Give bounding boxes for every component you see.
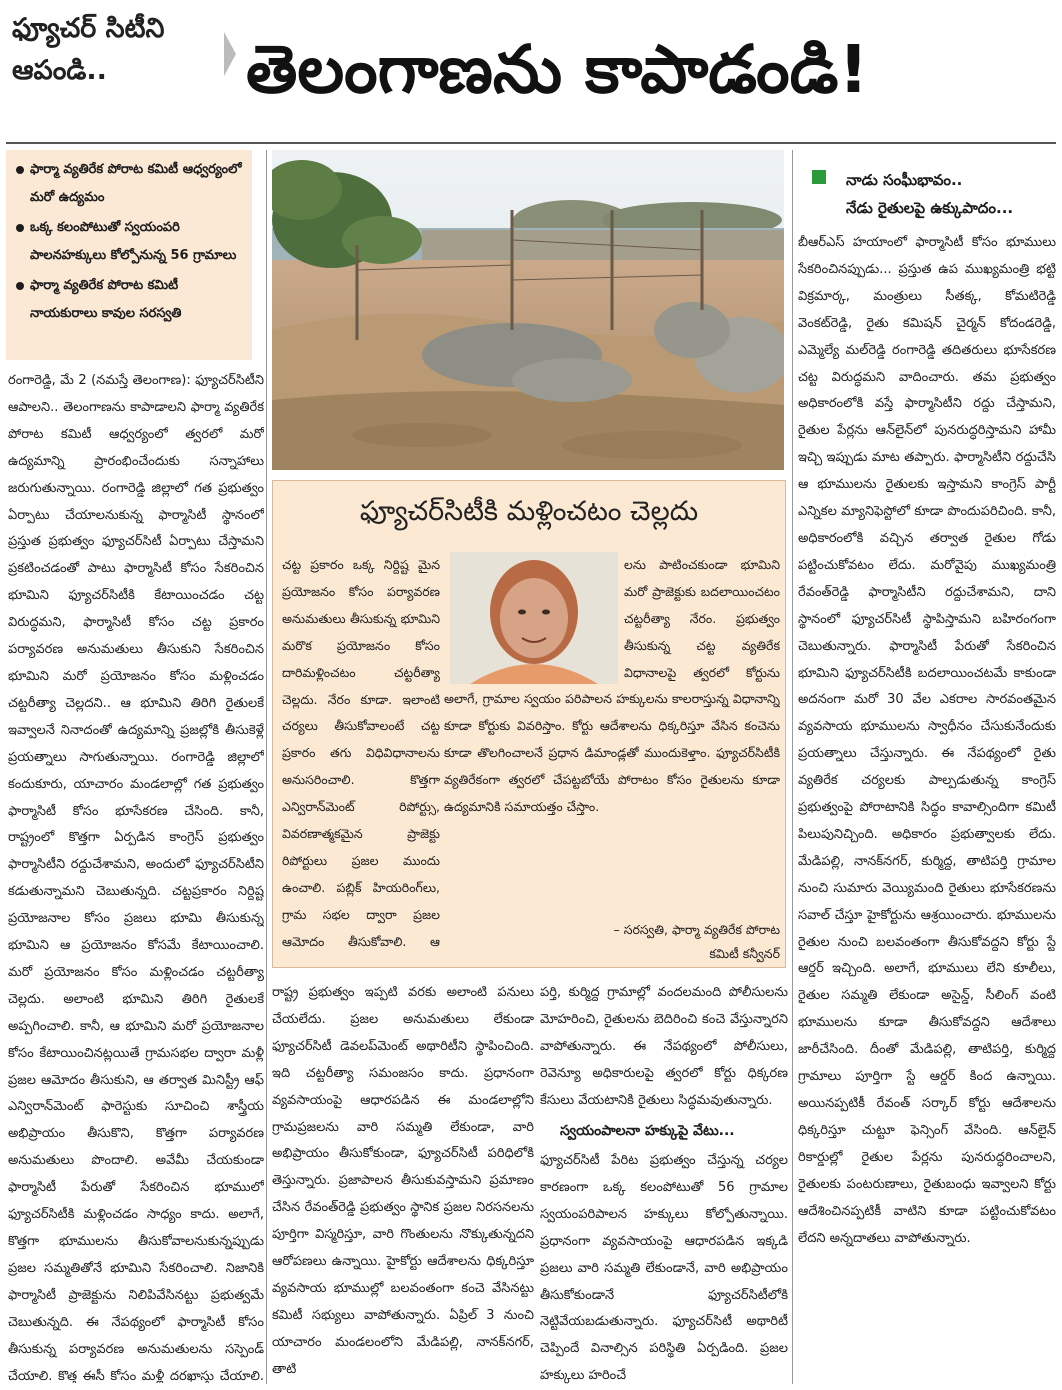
column-rule [792,150,793,1384]
square-bullet-icon [812,170,826,184]
quote-signature [444,918,780,966]
quote-box-right-text: లను పాటించకుండా భూమిని మరో ప్రాజెక్టుకు బదలాయించటం చట్టరీత్యా నేరం. ప్రభుత్వం తీసుకున్న చట్ట వ్యతిరేక విధానాలపై త్వరలో కోర్టును [624,557,780,680]
news-photo [272,150,784,470]
article-column-2: రాష్ట్ర ప్రభుత్వం ఇప్పటి వరకు అలాంటి పనులు చేయలేదు. ప్రజల అనుమతులు లేకుండా ఫ్యూచర్‌సిటీ డెవలప్‌మెంట్ అథారిటీని స్థాపించింది. ఇది చట్టరీత్యా సమంజసం కాదు. ప్రధానంగా వ్యవసాయంపై ఆధారపడిన ఈ మండలాల్లోని గ్రామప్రజలను వారి సమ్మతి లేకుండా, వారి అభిప్రాయం తీసుకోకుండా, ఫ్యూచర్‌సిటీ పరిధిలోకి తెస్తున్నారు. ప్రజాపాలన తీసుకువస్తామని ప్రమాణం చేసిన రేవంత్‌రెడ్డి ప్రభుత్వం స్థానిక ప్రజల నిరసనలను పూర్తిగా విస్మరిస్తూ, వారి గొంతులను నొక్కుతున్నదని ఆరోపణలు ఉన్నాయి. హైకోర్టు ఆదేశాలను ధిక్కరిస్తూ వ్యవసాయ భూముల్లో బలవంతంగా కంచె వేసినట్టు కమిటీ సభ్యులు వాపోతున్నారు. ఏప్రిల్ 3 నుంచి యాచారం మండలంలోని మేడిపల్లి, నానక్‌నగర్, తాటి [272,985,534,1377]
column-rule [266,150,267,1384]
quote-box-title: ఫ్యూచర్‌సిటీకి మళ్లించటం చెల్లదు [359,496,699,527]
quote-box-left-text: చట్ట ప్రకారం ఒక్క నిర్దిష్ట మైన ప్రయోజనం కోసం పర్యావరణ అనుమతులు తీసుకున్న భూమిని మరొక ప్రయోజనం కోసం దారిమళ్లించటం చట్టరీత్యా చెల్లదు. నేరం కూడా. ఇలాంటి చర్యలు తీసుకోవాలంటే చట్ట ప్రకారం తగు విధివిధానాలను అనుసరించాలి. కొత్తగా ఎన్విరాన్‌మెంట్ రిపోర్ట్సు, వివరణాత్మకమైన ప్రాజెక్టు రిపోర్టులు ప్రజల ముందు ఉంచాలి. పబ్లిక్ హియరింగ్‌లు, గ్రామ సభల ద్వారా ప్రజల ఆమోదం తీసుకోవాలి. ఆ [282,557,440,949]
sidebar-heading [806,162,1056,226]
kicker-line-2: ఆపండి.. [12,55,107,86]
chevron-right-icon [224,32,236,76]
article-column-1: రంగారెడ్డి, మే 2 (నమస్తే తెలంగాణ): ఫ్యూచర్‌సిటీని ఆపాలని.. తెలంగాణను కాపాడాలని ఫార్మా వ్యతిరేక పోరాట కమిటీ ఆధ్వర్యంలో త్వరలో మరో ఉద్యమాన్ని ప్రారంభించేందుకు సన్నాహాలు జరుగుతున్నాయి. రంగారెడ్డి జిల్లాలో గత ప్రభుత్వం ఏర్పాటు చేయాలనుకున్న ఫార్మాసిటీ స్థానంలో ప్రస్తుత ప్రభుత్వం ఫ్యూచర్‌సిటీ ఏర్పాటు చేస్తామని ప్రకటించడంతో పాటు ఫార్మాసిటీ కోసం సేకరించిన భూమిని ఫ్యూచర్‌సిటీకి కేటాయించడం చట్ట విరుద్ధమని, ఫార్మాసిటీ కోసం చట్ట ప్రకారం పర్యావరణ అనుమతులు తీసుకుని సేకరించిన భూమిని మరో ప్రయోజనం కోసం మళ్లించడం చట్టరీత్యా చెల్లదని.. ఆ భూమిని తిరిగి రైతులకే ఇవ్వాలనే నినాదంతో ఉద్యమాన్ని ప్రజల్లోకి తీసుకెళ్లే ప్రయత్నాలు సాగుతున్నాయి. రంగారెడ్డి జిల్లాలో కందుకూరు, యాచారం మండలాల్లో గత ప్రభుత్వం ఫార్మాసిటీ కోసం భూసేకరణ చేసింది. కానీ, రాష్ట్రంలో కొత్తగా ఏర్పడిన కాంగ్రెస్ ప్రభుత్వం ఫార్మాసిటీని రద్దుచేశామని, అందులో ఫ్యూచర్‌సిటీని కడుతున్నామని చెబుతున్నది. చట్టప్రకారం నిర్దిష్ట ప్రయోజనాల కోసం ప్రజలు భూమి తీసుకున్న భూమిని ఆ ప్రయోజనం కోసమే కేటాయించాలి. మరో ప్రయోజనం కోసం మళ్లించడం చట్టరీత్యా చెల్లదు. అలాంటి భూమిని తిరిగి రైతులకే అప్పగించాలి. కానీ, ఆ భూమిని మరో ప్రయోజనాల కోసం కేటాయించినట్లయితే గ్రామసభల ద్వారా మళ్లీ ప్రజల ఆమోదం తీసుకుని, ఆ తర్వాత మినిస్ట్రీ ఆఫ్ ఎన్విరాన్‌మెంట్ ఫారెస్టుకు సూచించి శాస్త్రీయ అభిప్రాయం తీసుకొని, కొత్తగా పర్యావరణ అనుమతులు పొందాలి. అవేమీ చేయకుండా ఫార్మాసిటీ పేరుతో సేకరించిన భూములో ఫ్యూచర్‌సిటీకి మళ్లించడం సాధ్యం కాదు. అలాగే, కొత్తగా భూములను తీసుకోవాలనుకున్నప్పుడు ప్రజల సమ్మతితోనే భూమిని సేకరించాలి. నిజానికి ఫార్మాసిటీ ప్రాజెక్టును నిలిపివేసినట్టు ప్రభుత్వమే చెబుతున్నది. ఈ నేపథ్యంలో ఫార్మాసిటీ కోసం తీసుకున్న పర్యావరణ అనుమతులను సస్పెండ్ చేయాలి. కొత్త ఈసీ కోసం మళ్లీ దరఖాస్తు చేయాలి. [8,373,264,1383]
article-column-3-top: పర్తి, కుర్మిద్ద గ్రామాల్లో వందలమంది పోలీసులను మోహరించి, రైతులను బెదిరించి కంచె వేస్తున్నారని వాపోతున్నారు. ఈ నేపథ్యంలో పోలీసులు, రెవెన్యూ అధికారులపై త్వరలో కోర్టు ధిక్కరణ కేసులు వేయటానికి రైతులు సిద్ధమవుతున్నారు. [540,985,788,1108]
highlight-item: ఒక్క కలంపోటుతో స్వయంపరి పాలనహక్కులు కోల్పోనున్న 56 గ్రామాలు [30,214,244,270]
kicker [6,8,230,128]
highlight-item: ఫార్మా వ్యతిరేక పోరాట కమిటీ నాయకురాలు కావుల సరస్వతి [30,272,244,328]
quote-box-continued-text: అలాగే, గ్రామాల స్వయం పరిపాలన హక్కులను కాలరాస్తున్న విధానాన్ని కూడా కోర్టుకు వివరిస్తాం. కోర్టు ఆదేశాలను ధిక్కరిస్తూ వేసిన కంచెను కూడా తొలగించాలనే ప్రధాన డిమాండ్లతో ముందుకెళ్తాం. ఫ్యూచర్‌సిటీకి వ్యతిరేకంగా త్వరలో చేపట్టబోయే పోరాటం కోసం రైతులను కూడా ఉద్యమానికి సమాయత్తం చేస్తాం. [444,691,780,814]
highlight-item: ఫార్మా వ్యతిరేక పోరాట కమిటీ ఆధ్వర్యంలో మరో ఉద్యమం [30,156,244,212]
portrait-photo [450,552,618,684]
signature-line-1: – సరస్వతి, ఫార్మా వ్యతిరేక పోరాట [613,922,780,937]
sidebar-title-line-2: నేడు రైతులపై ఉక్కుపాదం... [846,199,1014,217]
sidebar-title-line-1: నాడు సంఘీభావం.. [846,171,963,189]
header-divider [6,142,1056,144]
signature-line-2: కమిటీ కన్వీనర్ [709,946,780,961]
highlights-box [6,150,252,360]
headline: తెలంగాణను కాపాడండి! [246,31,869,108]
sidebar-title [846,166,1056,222]
article-column-3-bottom: ఫ్యూచర్‌సిటీ పేరిట ప్రభుత్వం చేస్తున్న చర్యల కారణంగా ఒక్క కలంపోటుతో 56 గ్రామాల స్వయంపరిపాలన హక్కులు కోల్పోతున్నాయి. ప్రధానంగా వ్యవసాయంపై ఆధారపడిన ఇక్కడి ప్రజలు వారి సమ్మతి లేకుండానే, వారి అభిప్రాయం తీసుకోకుండానే ఫ్యూచర్‌సిటీలోకి నెట్టివేయబడుతున్నారు. ఫ్యూచర్‌సిటీ అథారిటీ చెప్పిందే వినాల్సిన పరిస్థితి ఏర్పడింది. ప్రజల హక్కులు హరించే [540,1153,788,1384]
article-column-4: బీఆర్ఎస్ హయాంలో ఫార్మాసిటీ కోసం భూములు సేకరించినప్పుడు... ప్రస్తుత ఉప ముఖ్యమంత్రి భట్టి విక్రమార్క, మంత్రులు సీతక్క, కోమటిరెడ్డి వెంకట్‌రెడ్డి, రైతు కమిషన్ చైర్మన్ కోదండరెడ్డి, ఎమ్మెల్యే మల్‌రెడ్డి రంగారెడ్డి తదితరులు భూసేకరణ చట్ట విరుద్ధమని వాదించారు. తమ ప్రభుత్వం అధికారంలోకి వస్తే ఫార్మాసిటీని రద్దు చేస్తామని, రైతుల పేర్లను ఆన్‌లైన్‌లో పునరుద్ధరిస్తామని హామీ ఇచ్చి ఇప్పుడు మాట తప్పారు. ఫార్మాసిటీని రద్దుచేసి ఆ భూములను రైతులకు ఇస్తామని కాంగ్రెస్ పార్టీ ఎన్నికల మ్యానిఫెస్టోలో కూడా పొందుపరిచింది. కానీ, అధికారంలోకి వచ్చిన తర్వాత రైతుల గోడు పట్టించుకోవటం లేదు. మరోవైపు ముఖ్యమంత్రి రేవంత్‌రెడ్డి ఫార్మాసిటీని రద్దుచేశామని, దాని స్థానంలో ఫ్యూచర్‌సిటీ స్థాపిస్తామని బహిరంగంగా చెబుతున్నారు. ఫార్మాసిటీ పేరుతో సేకరించిన భూమిని ఫ్యూచర్‌సిటీకి బదలాయించటమే కాకుండా అదనంగా మరో 30 వేల ఎకరాల సారవంతమైన వ్యవసాయ భూములను స్వాధీనం చేసుకునేందుకు ప్రయత్నాలు చేస్తున్నారు. ఈ నేపథ్యంలో రైతు వ్యతిరేక చర్యలకు పాల్పడుతున్న కాంగ్రెస్ ప్రభుత్వంపై పోరాటానికి సిద్ధం కావాల్సిందిగా కమిటీ పిలుపునిచ్చింది. అధికారం ప్రభుత్వాలకు లేదు. మేడిపల్లి, నానక్‌నగర్, కుర్మిద్ద, తాటిపర్తి గ్రామాల నుంచి సుమారు వెయ్యిమంది రైతులు భూసేకరణను సవాల్ చేస్తూ హైకోర్టును ఆశ్రయించారు. భూములను రైతుల నుంచి బలవంతంగా తీసుకోవద్దని కోర్టు స్టే ఆర్డర్ ఇచ్చింది. అలాగే, భూములు లేని కూలీలు, రైతుల సమ్మతి లేకుండా అసైన్డ్, సీలింగ్ వంటి భూములను కూడా తీసుకోవద్దని ఆదేశాలు జారీచేసింది. దీంతో మేడిపల్లి, తాటిపర్తి, కుర్మిద్ద గ్రామాలు పూర్తిగా స్టే ఆర్డర్ కింద ఉన్నాయి. అయినప్పటికీ రేవంత్ సర్కార్ కోర్టు ఆదేశాలను ధిక్కరిస్తూ చుట్టూ ఫెన్సింగ్ వేసింది. ఆన్‌లైన్ రికార్డుల్లో రైతుల పేర్లను పునరుద్ధరించాలని, రైతులకు పంటరుణాలు, రైతుబంధు ఇవ్వాలని కోర్టు ఆదేశించినప్పటికీ వాటిని కూడా పట్టించుకోవటం లేదని అన్నదాతలు వాపోతున్నారు. [798,235,1056,1246]
kicker-line-1: ఫ్యూచర్ సిటీని [12,13,165,44]
column-subhead: స్వయంపాలనా హక్కుపై వేటు... [560,1123,735,1139]
